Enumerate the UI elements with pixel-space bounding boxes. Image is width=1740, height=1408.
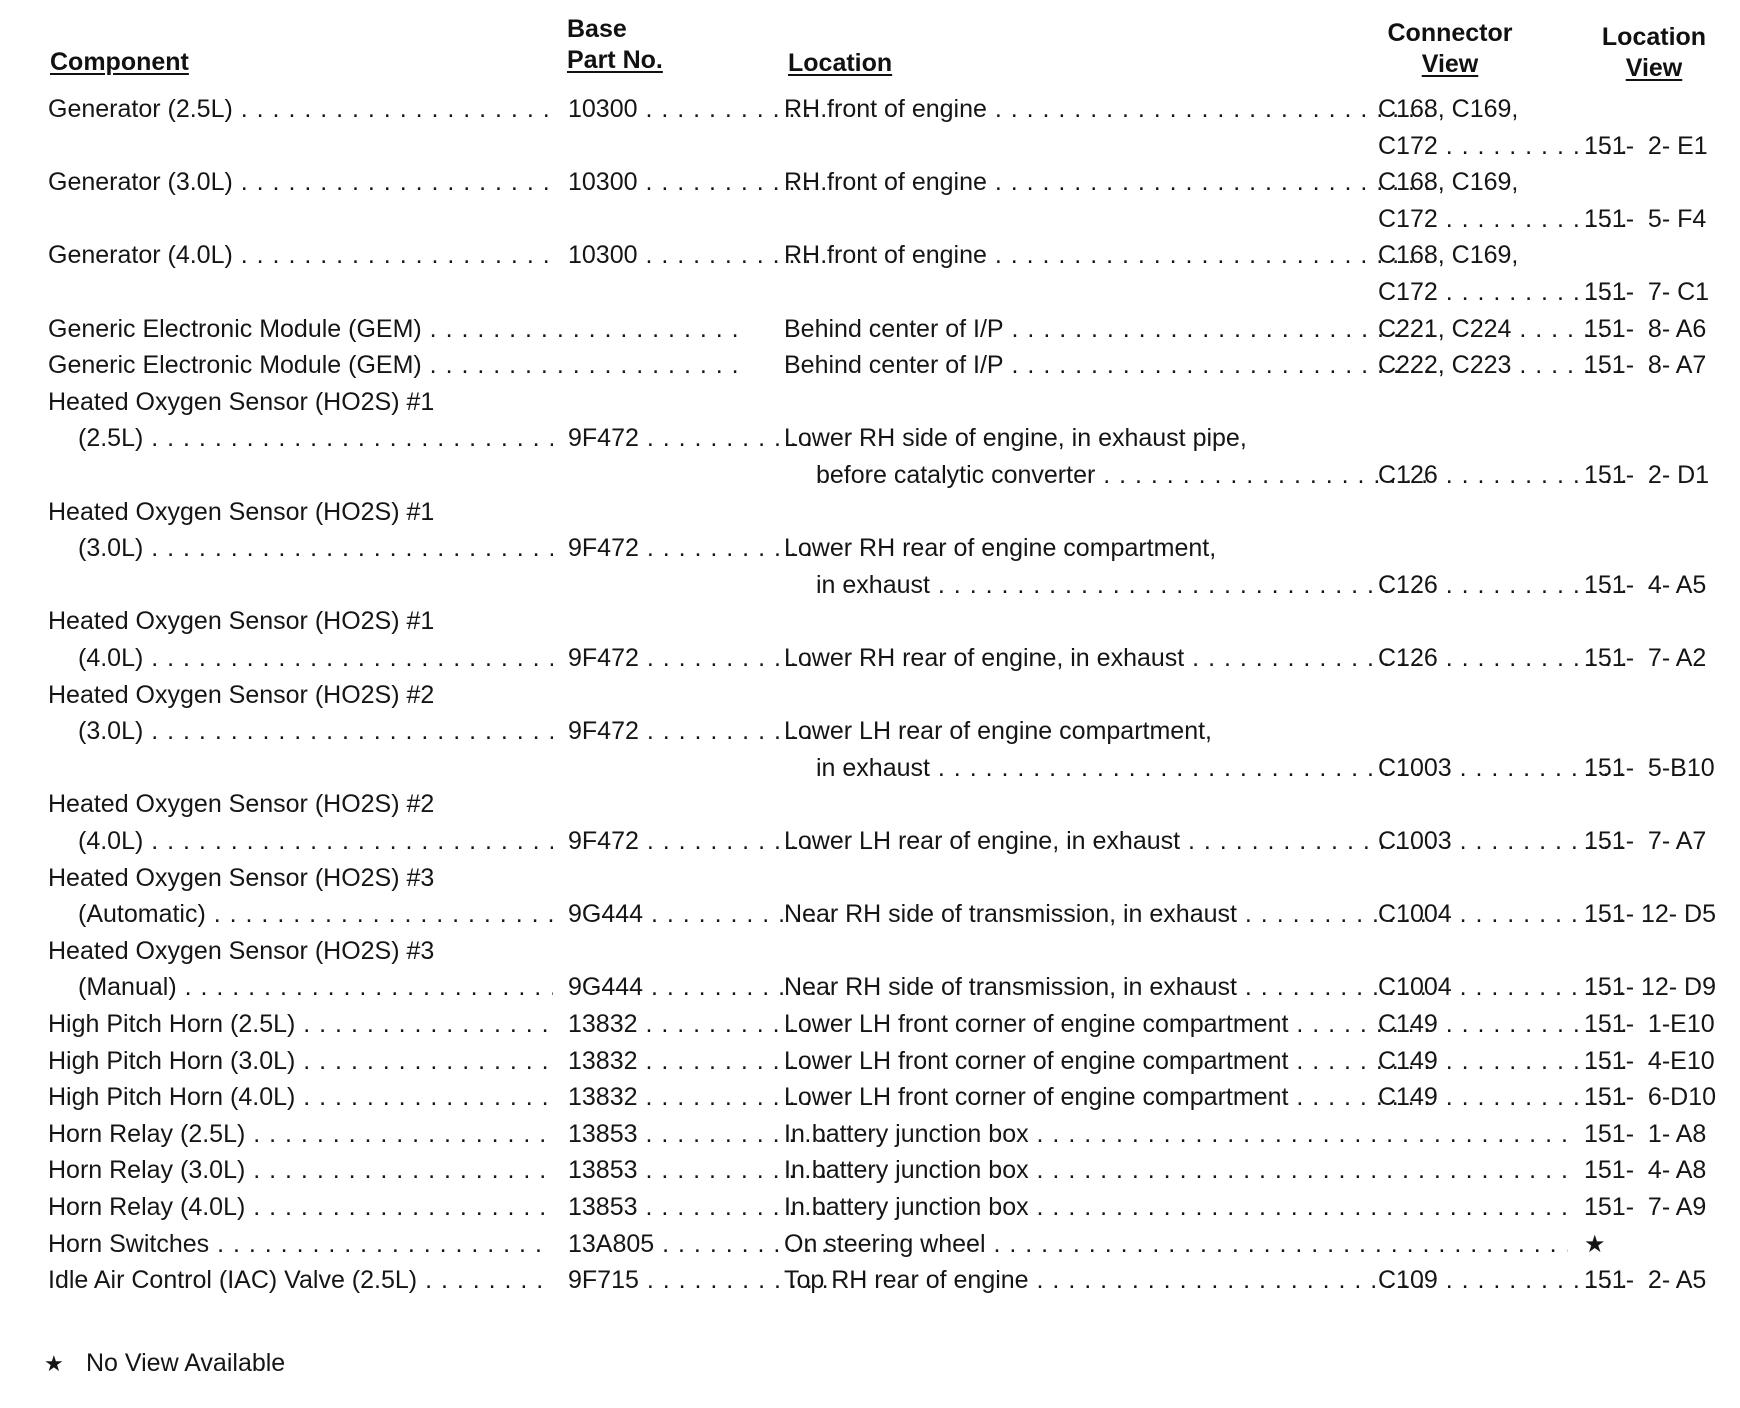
part-number-cell: 13853 . . . xyxy=(568,1116,830,1153)
location-cell: On steering wheel . . . xyxy=(784,1226,1568,1263)
location-view-cell: 151- 7- C1 xyxy=(1584,278,1710,306)
component-cell: Heated Oxygen Sensor (HO2S) #1 xyxy=(48,388,435,416)
table-row xyxy=(48,823,1738,860)
part-number-cell: 13832 . . . xyxy=(568,1043,830,1080)
star-icon: ★ xyxy=(44,1351,64,1376)
table-row xyxy=(48,128,1738,165)
table-row xyxy=(48,896,1738,933)
component-cell: (4.0L) . . . xyxy=(78,640,553,677)
header-base-part-no: Base Part No. xyxy=(567,15,663,74)
part-number-cell: 13832 . . . xyxy=(568,1079,830,1116)
connector-view-cell: C221, C224 . . . xyxy=(1378,311,1628,348)
component-cell: (Manual) . . . xyxy=(78,969,553,1006)
connector-view-cell: C126 . . . xyxy=(1378,567,1628,604)
location-cell: RH front of engine . . . xyxy=(784,164,1432,201)
table-row xyxy=(48,969,1738,1006)
component-cell: Generator (3.0L) . . . xyxy=(48,164,553,201)
connector-view-cell: C222, C223 . . . xyxy=(1378,347,1628,384)
component-cell: Generic Electronic Module (GEM) . . . xyxy=(48,347,738,384)
table-row xyxy=(48,750,1738,787)
component-cell: Heated Oxygen Sensor (HO2S) #3 xyxy=(48,864,435,892)
location-view-cell: 151- 12- D5 xyxy=(1584,900,1717,928)
location-view-cell: 151- 7- A9 xyxy=(1584,1193,1707,1221)
location-cell: RH front of engine . . . xyxy=(784,237,1432,274)
connector-view-cell: C126 . . . xyxy=(1378,640,1628,677)
component-cell: Horn Switches . . . xyxy=(48,1226,553,1263)
location-view-cell: 151- 4- A5 xyxy=(1584,571,1707,599)
table-row xyxy=(48,420,1738,457)
table-row xyxy=(48,1189,1738,1226)
component-cell: Generic Electronic Module (GEM) . . . xyxy=(48,311,738,348)
connector-view-cell: C172 . . . xyxy=(1378,274,1628,311)
location-cell: in exhaust . . . xyxy=(816,750,1432,787)
connector-view-cell: C149 . . . xyxy=(1378,1079,1628,1116)
part-number-cell: 9F472 . . . xyxy=(568,713,830,750)
component-cell: Horn Relay (3.0L) . . . xyxy=(48,1152,553,1189)
component-cell: (3.0L) . . . xyxy=(78,530,553,567)
table-row xyxy=(48,384,1738,421)
connector-view-cell: C172 . . . xyxy=(1378,201,1628,238)
component-cell: Horn Relay (2.5L) . . . xyxy=(48,1116,553,1153)
part-number-cell: 9F472 . . . xyxy=(568,530,830,567)
footnote-text: No View Available xyxy=(86,1349,286,1377)
component-cell: (2.5L) . . . xyxy=(78,420,553,457)
table-row xyxy=(48,1079,1738,1116)
connector-view-cell: C1004 . . . xyxy=(1378,896,1628,933)
table-row xyxy=(48,603,1738,640)
component-cell: Idle Air Control (IAC) Valve (2.5L) . . . xyxy=(48,1262,553,1299)
location-view-cell: 151- 8- A7 xyxy=(1584,351,1707,379)
location-view-cell: 151- 4-E10 xyxy=(1584,1047,1715,1075)
connector-view-cell: C168, C169, xyxy=(1378,95,1519,123)
location-view-cell: 151- 6-D10 xyxy=(1584,1083,1717,1111)
table-row xyxy=(48,494,1738,531)
connector-view-cell: C172 . . . xyxy=(1378,128,1628,165)
connector-view-cell: C168, C169, xyxy=(1378,168,1519,196)
part-number-cell: 13853 . . . xyxy=(568,1189,830,1226)
no-view-star-icon: ★ xyxy=(1584,1231,1606,1258)
table-row xyxy=(48,677,1738,714)
location-view-cell: 151- 5- F4 xyxy=(1584,205,1707,233)
connector-view-cell: C149 . . . xyxy=(1378,1006,1628,1043)
table-row xyxy=(48,457,1738,494)
footnote xyxy=(44,1346,285,1381)
connector-view-cell: C1003 . . . xyxy=(1378,823,1628,860)
connector-view-cell: C126 . . . xyxy=(1378,457,1628,494)
location-view-cell: 151- 8- A6 xyxy=(1584,315,1707,343)
location-view-cell: 151- 1-E10 xyxy=(1584,1010,1715,1038)
component-cell: (Automatic) . . . xyxy=(78,896,553,933)
component-cell: Heated Oxygen Sensor (HO2S) #1 xyxy=(48,498,435,526)
component-cell: (3.0L) . . . xyxy=(78,713,553,750)
table-row xyxy=(48,164,1738,201)
location-cell: Lower RH side of engine, in exhaust pipe, xyxy=(784,424,1247,452)
table-row xyxy=(48,311,1738,348)
table-row xyxy=(48,1152,1738,1189)
table-row xyxy=(48,933,1738,970)
location-view-cell: 151- 7- A7 xyxy=(1584,827,1707,855)
location-cell: Lower LH rear of engine, in exhaust . . . xyxy=(784,823,1432,860)
part-number-cell: 9G444 . . . xyxy=(568,896,830,933)
location-view-cell: 151- 12- D9 xyxy=(1584,973,1717,1001)
table-row xyxy=(48,860,1738,897)
connector-view-cell: C1003 . . . xyxy=(1378,750,1628,787)
location-view-cell: 151- 2- A5 xyxy=(1584,1266,1707,1294)
part-number-cell: 9F472 . . . xyxy=(568,823,830,860)
connector-view-cell: C109 . . . xyxy=(1378,1262,1628,1299)
table-row xyxy=(48,91,1738,128)
location-view-cell: 151- 2- E1 xyxy=(1584,132,1708,160)
part-number-cell: 13832 . . . xyxy=(568,1006,830,1043)
table-row xyxy=(48,1116,1738,1153)
table-row xyxy=(48,640,1738,677)
location-view-cell: 151- 2- D1 xyxy=(1584,461,1710,489)
location-cell: Near RH side of transmission, in exhaust . . . xyxy=(784,969,1432,1006)
component-cell: Generator (4.0L) . . . xyxy=(48,237,553,274)
location-view-cell: 151- 1- A8 xyxy=(1584,1120,1707,1148)
part-number-cell: 13853 . . . xyxy=(568,1152,830,1189)
header-location-view: Location View xyxy=(1601,23,1707,82)
component-cell: Heated Oxygen Sensor (HO2S) #2 xyxy=(48,790,435,818)
component-cell: Heated Oxygen Sensor (HO2S) #1 xyxy=(48,607,435,635)
location-cell: Lower LH front corner of engine compartment . . . xyxy=(784,1079,1432,1116)
part-number-cell: 10300 . . . xyxy=(568,164,830,201)
location-cell: In battery junction box . . . xyxy=(784,1152,1568,1189)
part-number-cell: 13A805 . . . xyxy=(568,1226,830,1263)
table-row xyxy=(48,274,1738,311)
part-number-cell: 10300 . . . xyxy=(568,237,830,274)
table-row xyxy=(48,1262,1738,1299)
part-number-cell: 10300 . . . xyxy=(568,91,830,128)
table-row xyxy=(48,567,1738,604)
location-cell: RH front of engine . . . xyxy=(784,91,1432,128)
component-cell: Horn Relay (4.0L) . . . xyxy=(48,1189,553,1226)
part-number-cell: 9F472 . . . xyxy=(568,420,830,457)
table-row xyxy=(48,786,1738,823)
location-cell: Top RH rear of engine . . . xyxy=(784,1262,1432,1299)
connector-view-cell: C149 . . . xyxy=(1378,1043,1628,1080)
part-number-cell: 9F715 . . . xyxy=(568,1262,830,1299)
location-cell: In battery junction box . . . xyxy=(784,1189,1568,1226)
component-cell: Generator (2.5L) . . . xyxy=(48,91,553,128)
location-cell: Lower RH rear of engine, in exhaust . . . xyxy=(784,640,1432,677)
connector-view-cell: C168, C169, xyxy=(1378,241,1519,269)
component-cell: (4.0L) . . . xyxy=(78,823,553,860)
part-number-cell: 9G444 . . . xyxy=(568,969,830,1006)
location-cell: in exhaust . . . xyxy=(816,567,1432,604)
component-cell: High Pitch Horn (3.0L) . . . xyxy=(48,1043,553,1080)
location-cell: Lower LH rear of engine compartment, xyxy=(784,717,1212,745)
location-cell: before catalytic converter . . . xyxy=(816,457,1432,494)
table-row xyxy=(48,713,1738,750)
table-row xyxy=(48,237,1738,274)
header-component: Component xyxy=(50,48,189,76)
component-cell: High Pitch Horn (4.0L) . . . xyxy=(48,1079,553,1116)
location-cell: Lower LH front corner of engine compartment . . . xyxy=(784,1043,1432,1080)
header-location: Location xyxy=(788,49,893,77)
location-cell: Behind center of I/P . . . xyxy=(784,347,1432,384)
table-row xyxy=(48,530,1738,567)
part-number-cell: 9F472 . . . xyxy=(568,640,830,677)
location-cell: Near RH side of transmission, in exhaust . . . xyxy=(784,896,1432,933)
table-row xyxy=(48,1226,1738,1263)
location-view-cell: 151- 4- A8 xyxy=(1584,1156,1707,1184)
component-cell: High Pitch Horn (2.5L) . . . xyxy=(48,1006,553,1043)
location-cell: Lower LH front corner of engine compartment . . . xyxy=(784,1006,1432,1043)
table-row xyxy=(48,347,1738,384)
table-row xyxy=(48,201,1738,238)
component-cell: Heated Oxygen Sensor (HO2S) #2 xyxy=(48,681,435,709)
component-cell: Heated Oxygen Sensor (HO2S) #3 xyxy=(48,937,435,965)
table-row xyxy=(48,1043,1738,1080)
header-connector-view: Connector View xyxy=(1387,19,1513,78)
location-cell: Lower RH rear of engine compartment, xyxy=(784,534,1217,562)
location-cell: In battery junction box . . . xyxy=(784,1116,1568,1153)
location-cell: Behind center of I/P . . . xyxy=(784,311,1432,348)
location-view-cell: 151- 5-B10 xyxy=(1584,754,1715,782)
table-row xyxy=(48,1006,1738,1043)
connector-view-cell: C1004 . . . xyxy=(1378,969,1628,1006)
location-view-cell: 151- 7- A2 xyxy=(1584,644,1707,672)
